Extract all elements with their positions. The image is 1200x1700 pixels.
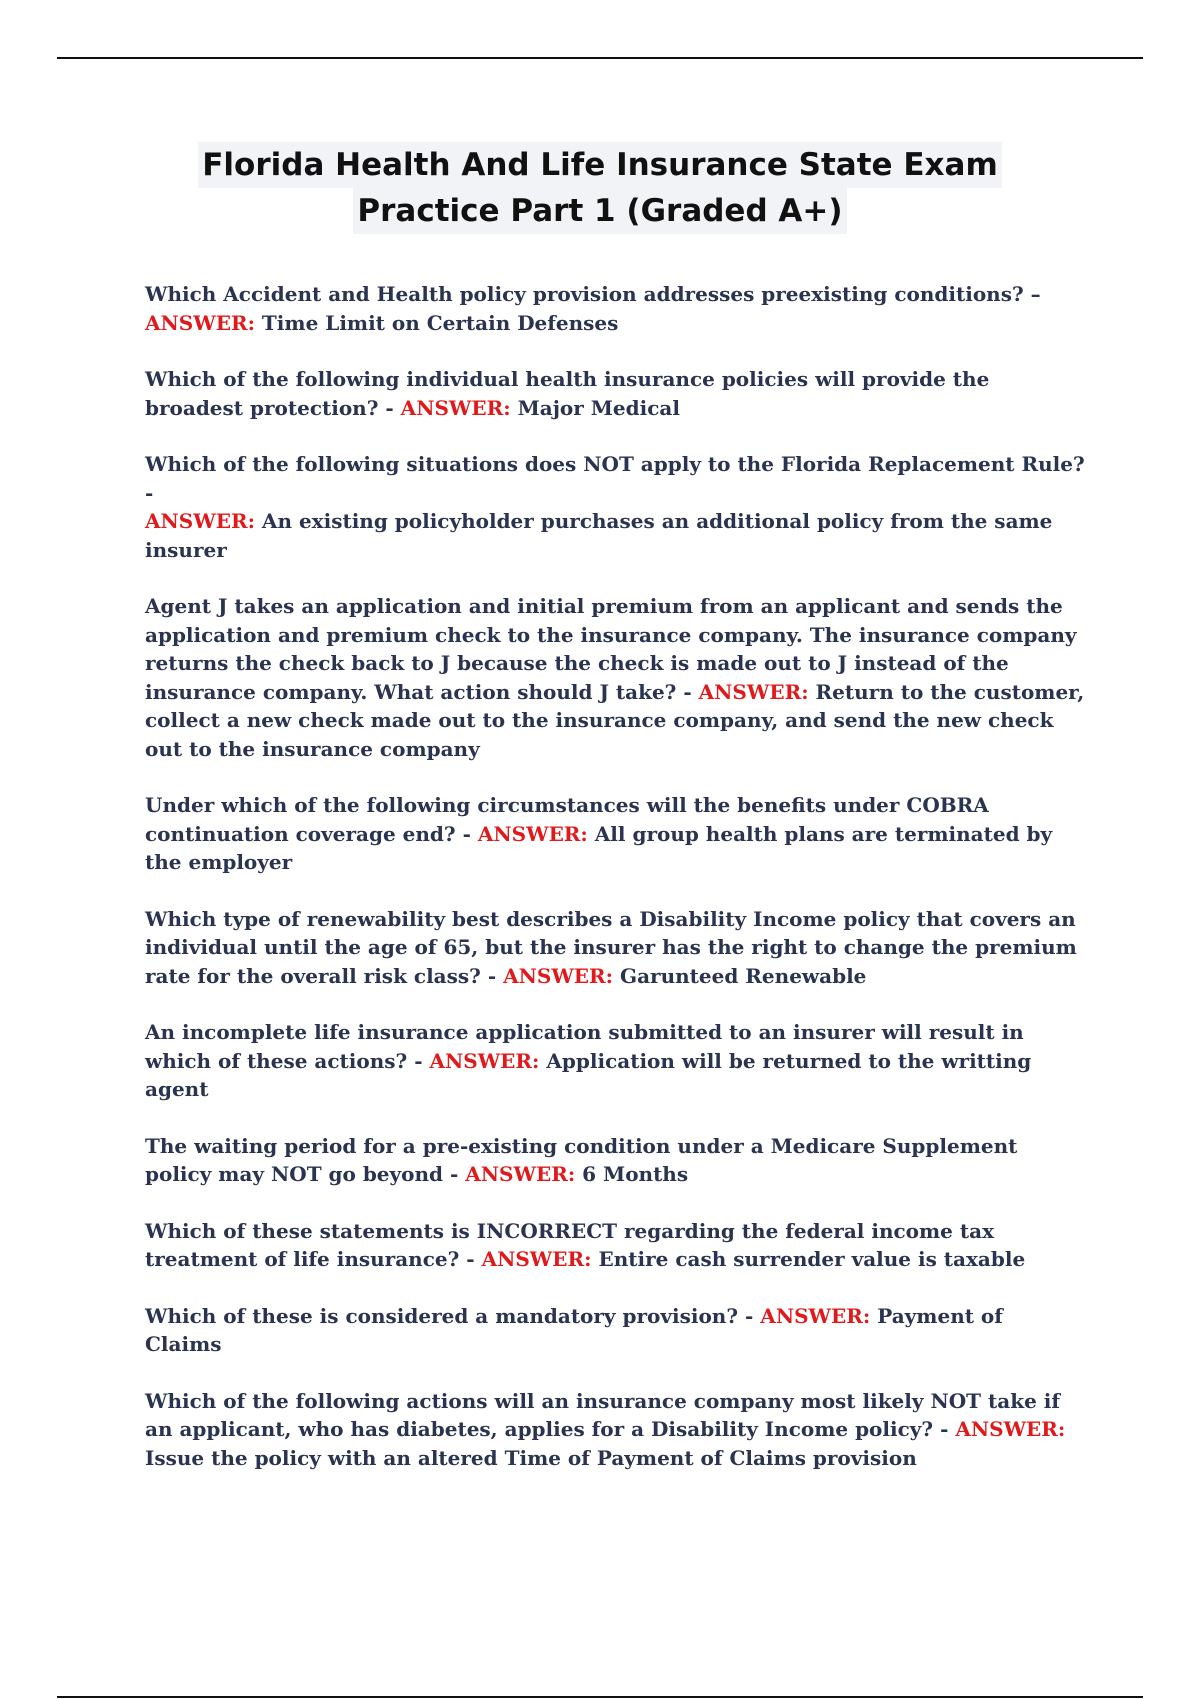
answer-text: An existing policyholder purchases an additional policy from the same insurer — [145, 509, 1053, 562]
qa-item — [145, 365, 1085, 422]
qa-item — [145, 280, 1085, 337]
answer-text: 6 Months — [582, 1162, 689, 1186]
answer-label: ANSWER: — [429, 1048, 540, 1073]
question-text: Which of these is considered a mandatory provision? - — [145, 1303, 754, 1328]
bottom-divider — [57, 1696, 1143, 1698]
answer-label: ANSWER: — [145, 509, 255, 533]
question-text: Which Accident and Health policy provision addresses preexisting conditions? – — [145, 282, 1041, 306]
qa-item — [145, 450, 1085, 564]
top-divider — [57, 57, 1143, 59]
answer-text: Entire cash surrender value is taxable — [598, 1247, 1026, 1271]
answer-label: ANSWER: — [760, 1303, 871, 1328]
qa-item — [145, 1018, 1085, 1104]
question-text: An incomplete life insurance application submitted to an insurer will result in which of these actions? - — [145, 1020, 1024, 1073]
question-text: Which of the following situations does NOT apply to the Florida Replacement Rule? - — [145, 452, 1085, 505]
question-text: The waiting period for a pre-existing condition under a Medicare Supplement policy may NOT go beyond - — [145, 1133, 1018, 1186]
question-text: Which of the following actions will an insurance company most likely NOT take if an applicant, who has diabetes, applies for a Disability Income policy? - — [145, 1388, 1060, 1441]
question-text: Which type of renewability best describes a Disability Income policy that covers an individual until the age of 65, but the insurer has the right to change the premium rate for the overall risk class? - — [145, 906, 1077, 988]
question-text: Under which of the following circumstances will the benefits under COBRA continuation coverage end? - — [145, 793, 989, 846]
answer-text: Garunteed Renewable — [620, 963, 867, 988]
answer-label: ANSWER: — [955, 1417, 1066, 1441]
answer-text: Payment of Claims — [145, 1303, 1003, 1356]
qa-item — [145, 905, 1085, 991]
qa-list — [145, 280, 1085, 1500]
answer-label: ANSWER: — [481, 1247, 592, 1271]
answer-label: ANSWER: — [477, 821, 588, 846]
qa-item — [145, 1302, 1085, 1359]
answer-label: ANSWER: — [698, 679, 809, 704]
qa-item — [145, 592, 1085, 763]
qa-item — [145, 791, 1085, 877]
question-text: Which of these statements is INCORRECT regarding the federal income tax treatment of life insurance? - — [145, 1218, 994, 1271]
qa-item — [145, 1387, 1085, 1473]
answer-text: Issue the policy with an altered Time of Payment of Claims provision — [145, 1445, 917, 1470]
answer-label: ANSWER: — [465, 1162, 576, 1186]
answer-label: ANSWER: — [145, 310, 255, 335]
answer-text: Major Medical — [517, 395, 680, 420]
answer-text: Return to the customer, collect a new check made out to the insurance company, and send the new check out to the insurance company — [145, 679, 1085, 761]
question-text: Agent J takes an application and initial premium from an applicant and sends the application and premium check to the insurance company. The insurance company returns the check back to J because the check is made out to J instead of the insurance company. What action should J take? - — [145, 594, 1077, 704]
title-line-1: Florida Health And Life Insurance State Exam — [198, 142, 1002, 188]
answer-text: All group health plans are terminated by the employer — [145, 821, 1053, 874]
document-title — [0, 142, 1200, 234]
qa-item — [145, 1132, 1085, 1189]
question-text: Which of the following individual health insurance policies will provide the broadest protection? - — [145, 367, 990, 420]
qa-item — [145, 1217, 1085, 1274]
answer-text: Application will be returned to the writting agent — [145, 1048, 1032, 1101]
answer-text: Time Limit on Certain Defenses — [261, 310, 619, 335]
answer-label: ANSWER: — [503, 963, 614, 988]
title-line-2: Practice Part 1 (Graded A+) — [353, 188, 846, 234]
answer-label: ANSWER: — [400, 395, 511, 420]
